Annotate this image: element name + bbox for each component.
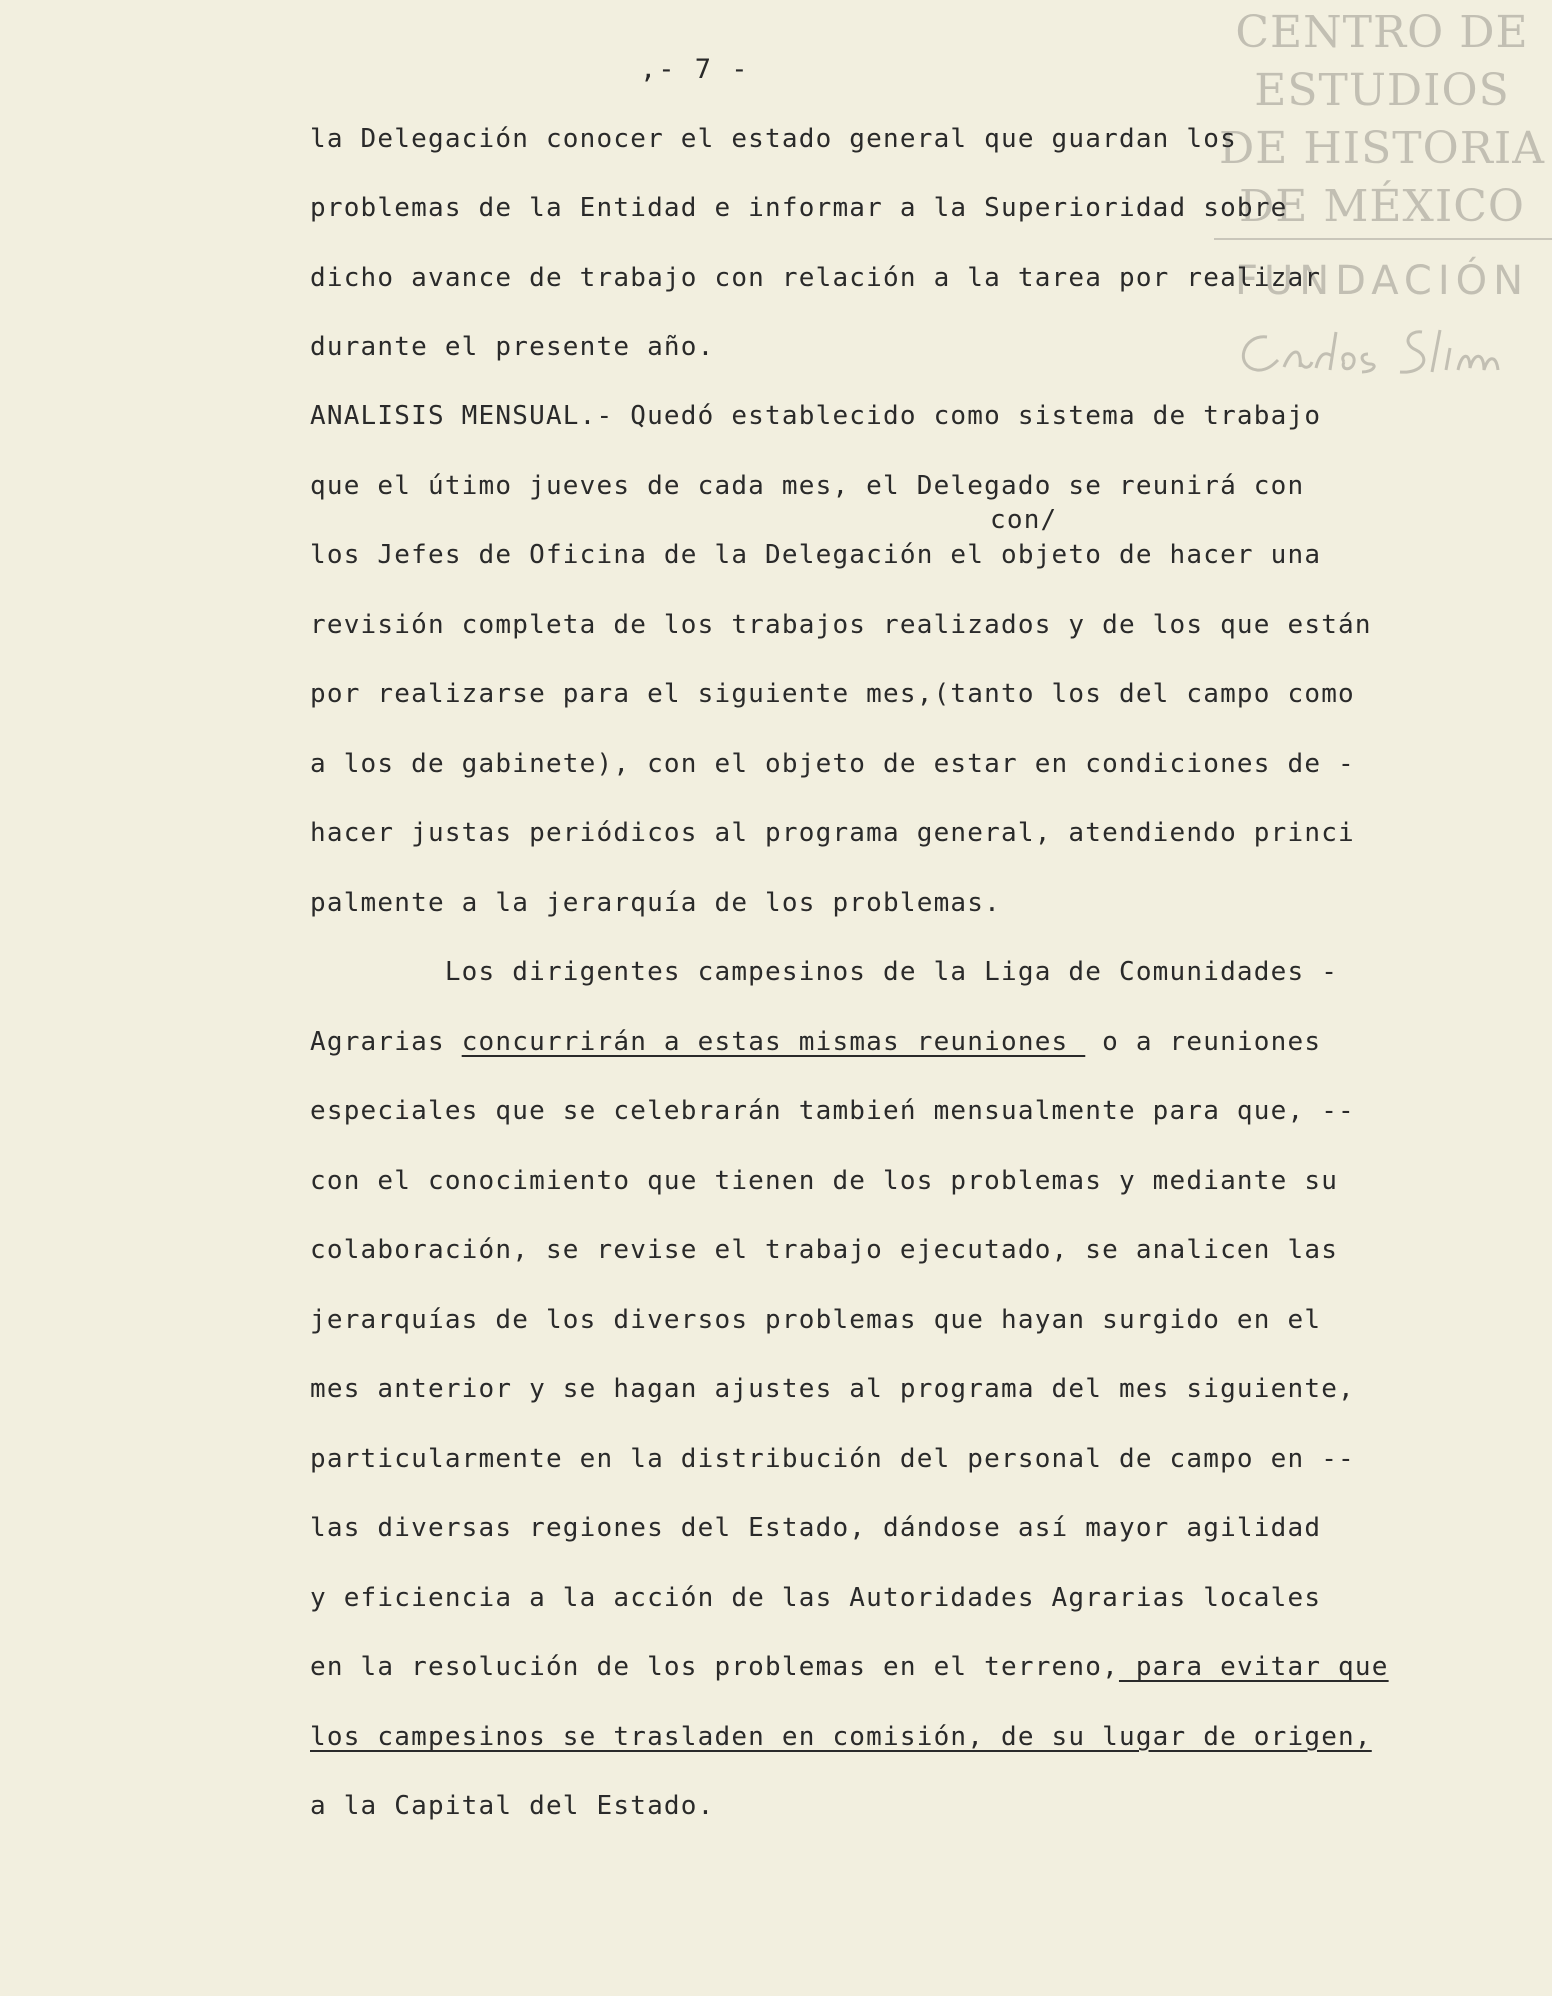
text-line: a la Capital del Estado. [310, 1791, 715, 1821]
text-line [310, 1722, 1372, 1752]
text-line: que el útimo jueves de cada mes, el Delegado se reunirá con [310, 471, 1305, 501]
text-line: y eficiencia a la acción de las Autoridades Agrarias locales [310, 1583, 1322, 1613]
underlined-text: para evitar que [1118, 1652, 1389, 1682]
marginal-note: con/ [990, 505, 1058, 535]
text-line: colaboración, se revise el trabajo ejecutado, se analicen las [310, 1235, 1339, 1265]
text-line: hacer justas periódicos al programa general, atendiendo princi [310, 818, 1355, 848]
underlined-text: los campesinos se trasladen en comisión, de su lugar de origen, [310, 1722, 1372, 1752]
text-line: con el conocimiento que tienen de los problemas y mediante su [310, 1166, 1339, 1196]
text-segment: en la resolución de los problemas en el terreno, [310, 1652, 1119, 1682]
watermark-divider [1214, 238, 1552, 240]
underlined-text: concurrirán a estas mismas reuniones [461, 1027, 1086, 1057]
text-line: palmente a la jerarquía de los problemas. [310, 888, 1001, 918]
text-line: a los de gabinete), con el objeto de estar en condiciones de - [310, 749, 1355, 779]
text-line: las diversas regiones del Estado, dándose así mayor agilidad [310, 1513, 1322, 1543]
text-line: jerarquías de los diversos problemas que hayan surgido en el [310, 1305, 1322, 1335]
signature-logo [1212, 312, 1552, 392]
text-line: los Jefes de Oficina de la Delegación el objeto de hacer una [310, 540, 1322, 570]
page-number: ,- 7 - [640, 54, 750, 85]
text-segment: Agrarias [310, 1027, 462, 1057]
text-line: problemas de la Entidad e informar a la Superioridad sobre [310, 193, 1288, 223]
text-line: ANALISIS MENSUAL.- Quedó establecido como sistema de trabajo [310, 401, 1322, 431]
text-line: por realizarse para el siguiente mes,(tanto los del campo como [310, 679, 1355, 709]
text-line [310, 1027, 1321, 1057]
text-line: la Delegación conocer el estado general que guardan los [310, 124, 1237, 154]
text-line [310, 1652, 1389, 1682]
text-line: revisión completa de los trabajos realizados y de los que están [310, 610, 1372, 640]
text-line: Los dirigentes campesinos de la Liga de Comunidades - [310, 957, 1339, 987]
watermark-line-4: DE MÉXICO [1239, 181, 1525, 232]
text-line: particularmente en la distribución del personal de campo en -- [310, 1444, 1355, 1474]
text-line: mes anterior y se hagan ajustes al programa del mes siguiente, [310, 1374, 1355, 1404]
text-line: especiales que se celebrarán tambień mensualmente para que, -- [310, 1096, 1355, 1126]
watermark-line-5: FUNDACIÓN [1234, 258, 1530, 304]
text-line: durante el presente año. [310, 332, 715, 362]
watermark-line-3: DE HISTORIA [1219, 123, 1545, 174]
text-line: dicho avance de trabajo con relación a la tarea por realizar [310, 263, 1322, 293]
text-segment: o a reuniones [1085, 1027, 1322, 1057]
watermark-line-2: ESTUDIOS [1254, 65, 1510, 116]
watermark-line-1: CENTRO DE [1235, 7, 1529, 58]
